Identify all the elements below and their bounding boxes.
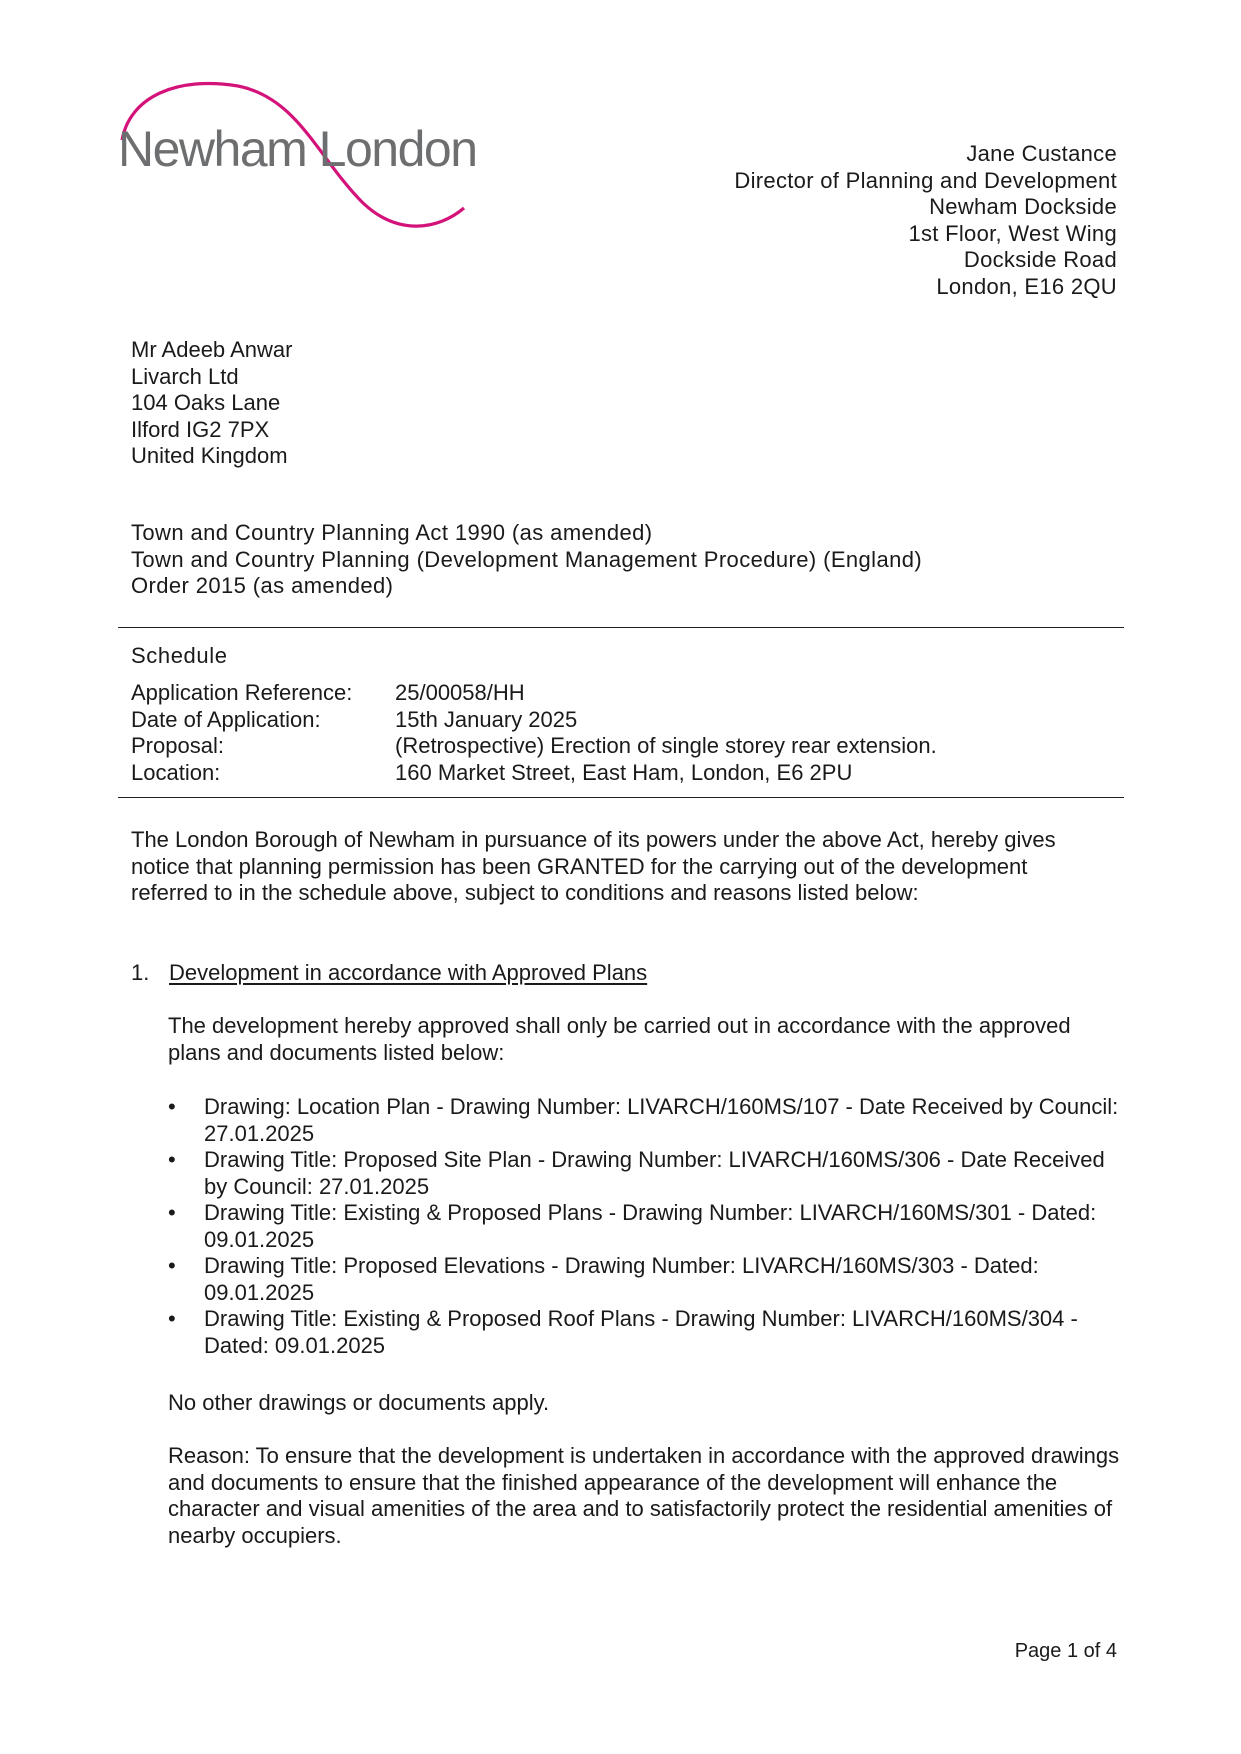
- list-item: [168, 1094, 1128, 1147]
- schedule-value: (Retrospective) Erection of single storey rear extension.: [395, 733, 937, 758]
- recipient-name: Mr Adeeb Anwar: [131, 337, 293, 362]
- list-item: [168, 1147, 1128, 1200]
- schedule-label: Location:: [131, 759, 221, 785]
- sender-line: Dockside Road: [963, 247, 1117, 272]
- condition-title: Development in accordance with Approved Plans: [169, 960, 648, 985]
- schedule-label: Date of Application:: [131, 706, 321, 732]
- sender-name: Jane Custance: [966, 141, 1117, 166]
- schedule-row: [131, 733, 937, 760]
- act-line: Town and Country Planning Act 1990 (as amended): [131, 520, 653, 545]
- list-item-text: Drawing Title: Proposed Site Plan - Drawing Number: LIVARCH/160MS/306 - Date Received by Council: 27.01.2025: [204, 1147, 1105, 1199]
- grant-notice: The London Borough of Newham in pursuance of its powers under the above Act, hereby gives notice that planning permission has been GRANTED for the carrying out of the development referred to in the schedule above, subject to conditions and reasons listed below:: [131, 827, 1056, 905]
- schedule-label: Proposal:: [131, 733, 224, 758]
- list-item-text: Drawing: Location Plan - Drawing Number: LIVARCH/160MS/107 - Date Received by Council: 27.01.2025: [204, 1094, 1119, 1146]
- bullet-icon: •: [168, 1306, 176, 1331]
- act-line: Town and Country Planning (Development Management Procedure) (England): [131, 546, 923, 572]
- bullet-icon: •: [168, 1147, 176, 1172]
- schedule-row: [131, 707, 937, 734]
- schedule-value: 15th January 2025: [395, 706, 578, 732]
- list-item-text: Drawing Title: Existing & Proposed Plans - Drawing Number: LIVARCH/160MS/301 - Dated: 09.01.2025: [204, 1200, 1097, 1252]
- logo-wordmark: Newham London: [118, 121, 477, 177]
- recipient-company: Livarch Ltd: [131, 363, 239, 389]
- schedule-row: [131, 680, 937, 707]
- sender-line: London, E16 2QU: [936, 273, 1117, 299]
- sender-line: 1st Floor, West Wing: [908, 220, 1117, 246]
- list-item: [168, 1306, 1128, 1359]
- list-item: [168, 1253, 1128, 1306]
- bullet-icon: •: [168, 1253, 176, 1278]
- approved-drawings-list: [168, 1094, 1128, 1359]
- schedule-title: Schedule: [131, 643, 228, 668]
- schedule-value: 160 Market Street, East Ham, London, E6 2PU: [395, 759, 853, 785]
- schedule-label: Application Reference:: [131, 680, 353, 705]
- sender-title: Director of Planning and Development: [734, 167, 1117, 193]
- schedule-row: [131, 760, 937, 787]
- recipient-line: 104 Oaks Lane: [131, 390, 281, 415]
- recipient-address: [131, 337, 292, 470]
- bullet-icon: •: [168, 1094, 176, 1119]
- list-item: [168, 1200, 1128, 1253]
- recipient-line: Ilford IG2 7PX: [131, 416, 270, 442]
- condition-intro: The development hereby approved shall only be carried out in accordance with the approved plans and documents listed below:: [168, 1013, 1071, 1065]
- sender-line: Newham Dockside: [929, 194, 1117, 219]
- act-line: Order 2015 (as amended): [131, 573, 394, 598]
- bullet-icon: •: [168, 1200, 176, 1225]
- list-item-text: Drawing Title: Proposed Elevations - Drawing Number: LIVARCH/160MS/303 - Dated: 09.01.2025: [204, 1253, 1039, 1305]
- condition-number: 1.: [131, 960, 150, 985]
- page-number: Page 1 of 4: [1014, 1640, 1117, 1662]
- list-item-text: Drawing Title: Existing & Proposed Roof Plans - Drawing Number: LIVARCH/160MS/304 - Dated: 09.01.2025: [204, 1306, 1078, 1358]
- no-other-documents: No other drawings or documents apply.: [168, 1390, 550, 1415]
- recipient-line: United Kingdom: [131, 443, 288, 468]
- newham-london-logo: [118, 78, 478, 240]
- sender-address: [734, 141, 1117, 300]
- schedule-table: [131, 680, 937, 786]
- legislation-heading: [131, 520, 922, 600]
- condition-reason: Reason: To ensure that the development is undertaken in accordance with the approved drawings and documents to ensure that the finished appearance of the development will enhance the character and visual amenities of the area and to satisfactorily protect the residential amenities of nearby occupiers.: [168, 1443, 1120, 1548]
- divider-bottom: [118, 797, 1124, 798]
- schedule-value: 25/00058/HH: [395, 680, 525, 705]
- condition-heading: [131, 960, 647, 987]
- divider-top: [118, 627, 1124, 628]
